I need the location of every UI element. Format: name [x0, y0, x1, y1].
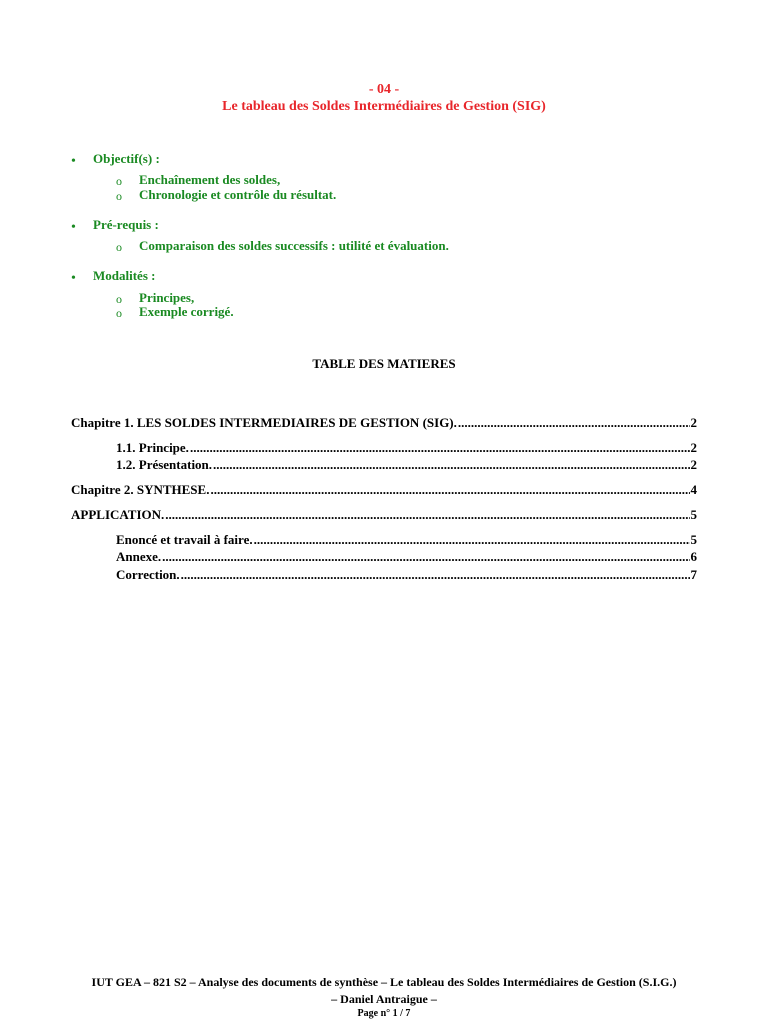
section-item: Enchaînement des soldes, [139, 172, 281, 187]
circle-bullet-icon: o [116, 240, 122, 254]
toc-entry-page: 7 [690, 567, 697, 582]
section-item: Chronologie et contrôle du résultat. [139, 187, 337, 202]
toc-leader-dots [213, 457, 689, 472]
toc-entry-page: 2 [690, 457, 697, 472]
toc-leader-dots [181, 567, 690, 582]
circle-bullet-icon: o [116, 174, 122, 188]
toc-entry-page: 5 [690, 507, 697, 522]
section-item: Comparaison des soldes successifs : utilité et évaluation. [139, 238, 449, 253]
toc-entry-application[interactable] [71, 507, 697, 522]
toc-entry-text: APPLICATION. [71, 507, 165, 522]
footer-author: – Daniel Antraigue – [331, 992, 437, 1006]
bullet-icon [71, 218, 79, 232]
toc-entry-chapitre-2[interactable] [71, 482, 697, 497]
toc-entry-annexe[interactable] [116, 549, 697, 564]
toc-entry-page: 6 [690, 549, 697, 564]
toc-entry-1-2[interactable] [116, 457, 697, 472]
bullet-icon [71, 152, 79, 166]
toc-entry-text: 1.2. Présentation. [116, 457, 213, 472]
circle-bullet-icon: o [116, 189, 122, 203]
toc-entry-correction[interactable] [116, 567, 697, 582]
toc-entry-page: 4 [690, 482, 697, 497]
section-item: Principes, [139, 290, 195, 305]
toc-leader-dots [254, 532, 690, 547]
circle-bullet-icon: o [116, 292, 122, 306]
document-number: - 04 - [368, 82, 400, 97]
toc-entry-page: 5 [690, 532, 697, 547]
toc-entry-enonce[interactable] [116, 532, 697, 547]
toc-entry-text: Annexe. [116, 549, 162, 564]
section-label-objectifs: Objectif(s) : [93, 151, 160, 166]
toc-entry-text: Enoncé et travail à faire. [116, 532, 253, 547]
toc-entry-1-1[interactable] [116, 440, 697, 455]
toc-entry-page: 2 [690, 440, 697, 455]
toc-leader-dots [458, 415, 690, 430]
toc-leader-dots [210, 482, 689, 497]
toc-entry-text: 1.1. Principe. [116, 440, 189, 455]
toc-entry-chapitre-1[interactable] [71, 415, 697, 430]
toc-entry-page: 2 [690, 415, 697, 430]
section-label-modalites: Modalités : [93, 268, 156, 283]
section-label-prerequis: Pré-requis : [93, 217, 159, 232]
toc-entry-text: Correction. [116, 567, 180, 582]
toc-entry-text: Chapitre 2. SYNTHESE. [71, 482, 210, 497]
toc-leader-dots [165, 507, 689, 522]
circle-bullet-icon: o [116, 306, 122, 320]
bullet-icon [71, 269, 79, 283]
toc-entry-text: Chapitre 1. LES SOLDES INTERMEDIAIRES DE GESTION (SIG). [71, 415, 457, 430]
toc-title: TABLE DES MATIERES [312, 356, 456, 371]
document-title: Le tableau des Soldes Intermédiaires de Gestion (SIG) [222, 99, 546, 114]
footer-page-number: Page n° 1 / 7 [357, 1008, 411, 1019]
toc-leader-dots [190, 440, 690, 455]
toc-leader-dots [162, 549, 689, 564]
section-item: Exemple corrigé. [139, 304, 234, 319]
footer-course-line: IUT GEA – 821 S2 – Analyse des documents de synthèse – Le tableau des Soldes Intermédiaires de Gestion (S.I.G.) [91, 975, 677, 989]
